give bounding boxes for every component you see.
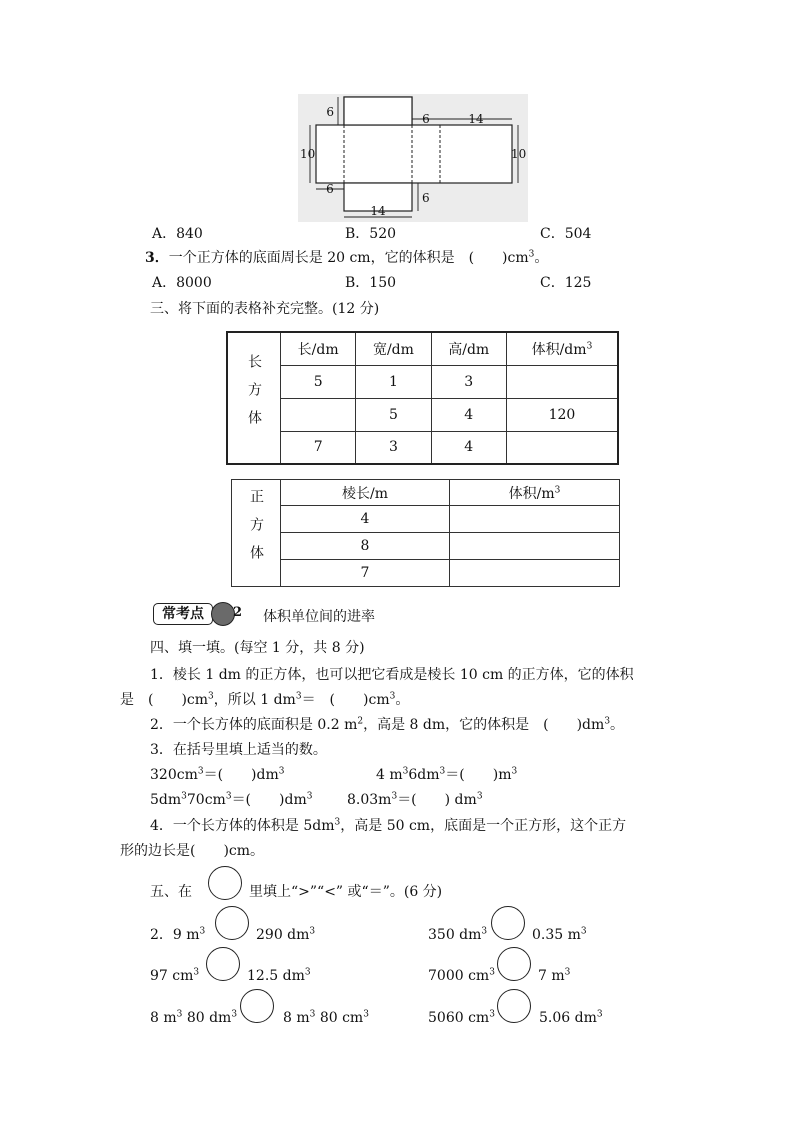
cmp2-left: 350 $dm^3$ bbox=[428, 926, 488, 943]
cmp4-left: 7000 $cm^3$ bbox=[428, 967, 495, 984]
q3-option-b[interactable]: B．150 bbox=[345, 275, 397, 291]
q3-option-c[interactable]: C．125 bbox=[540, 275, 592, 291]
cuboid-side-label: 长方体 bbox=[227, 332, 281, 464]
dim-right-10: 10 bbox=[511, 147, 527, 161]
table-cell[interactable]: 1 bbox=[356, 365, 431, 398]
s4-q2: 2．一个长方体的底面积是 0.2 $m^2$，高是 8 dm，它的体积是 ( )$dm^3$。 bbox=[150, 716, 625, 733]
cmp1-right: 290 $dm^3$ bbox=[256, 926, 316, 943]
dim-bottom-14: 14 bbox=[370, 204, 386, 218]
s4-q1-line1: 1．棱长 1 dm 的正方体，也可以把它看成是棱长 10 cm 的正方体，它的体积 bbox=[150, 667, 634, 683]
table-cell[interactable]: 7 bbox=[281, 431, 356, 464]
cmp1-left: 2．9 $m^3$ bbox=[150, 926, 206, 943]
cube-header-volume: 体积$/m^3$ bbox=[450, 480, 620, 506]
section3-title: 三、将下面的表格补充完整。(12 分) bbox=[150, 301, 380, 317]
cmp5-left: 8 $m^3$ 80 $dm^3$ bbox=[150, 1009, 238, 1026]
table-cell[interactable] bbox=[450, 560, 620, 587]
table-cell[interactable] bbox=[281, 398, 356, 431]
s4-q3-fill-2: 4 $m^36dm^3=$( )$m^3$ bbox=[376, 766, 518, 783]
s4-q3: 3．在括号里填上适当的数。 bbox=[150, 742, 327, 758]
dim-top-6: 6 bbox=[326, 105, 334, 119]
badge-circle-icon bbox=[211, 602, 235, 626]
badge-number: 2 bbox=[233, 605, 243, 620]
cuboid-header-width: 宽/dm bbox=[356, 332, 431, 365]
section5-title-a: 五、在 bbox=[150, 884, 192, 900]
dim-mid-6: 6 bbox=[422, 112, 430, 126]
table-cell[interactable]: 3 bbox=[431, 365, 506, 398]
cmp4-right: 7 $m^3$ bbox=[538, 967, 571, 984]
badge-label: 常考点 bbox=[153, 603, 213, 625]
key-point-title: 体积单位间的进率 bbox=[263, 609, 375, 625]
compare-circle-icon bbox=[208, 866, 242, 900]
cuboid-header-volume: 体积$/dm^3$ bbox=[506, 332, 618, 365]
cmp4-answer-circle[interactable] bbox=[497, 947, 531, 981]
table-cell[interactable] bbox=[450, 533, 620, 560]
cmp1-answer-circle[interactable] bbox=[215, 906, 249, 940]
cmp2-answer-circle[interactable] bbox=[491, 906, 525, 940]
cmp5-right: 8 $m^3$ 80 $cm^3$ bbox=[283, 1009, 369, 1026]
cuboid-table bbox=[226, 331, 619, 465]
cuboid-header-height: 高/dm bbox=[431, 332, 506, 365]
table-cell[interactable]: 4 bbox=[431, 398, 506, 431]
cmp2-right: 0.35 $m^3$ bbox=[532, 926, 587, 943]
q2-option-c[interactable]: C．504 bbox=[540, 226, 592, 242]
cube-table bbox=[231, 479, 620, 587]
cmp3-answer-circle[interactable] bbox=[206, 947, 240, 981]
dim-left-10: 10 bbox=[300, 147, 316, 161]
dim-low-6: 6 bbox=[326, 182, 334, 196]
table-cell[interactable]: 4 bbox=[281, 506, 450, 533]
cmp3-right: 12.5 $dm^3$ bbox=[247, 967, 311, 984]
s4-q3-fill-1: $320cm^3=$( )$dm^3$ bbox=[150, 766, 285, 783]
cmp6-answer-circle[interactable] bbox=[497, 989, 531, 1023]
s4-q4-line2: 形的边长是( )cm。 bbox=[120, 843, 265, 859]
table-cell[interactable]: 4 bbox=[431, 431, 506, 464]
q2-option-a[interactable]: A．840 bbox=[152, 226, 203, 242]
dim-bottom-6: 6 bbox=[422, 191, 430, 205]
cmp3-left: 97 $cm^3$ bbox=[150, 967, 200, 984]
key-point-badge bbox=[153, 602, 243, 626]
dim-top-14: 14 bbox=[468, 112, 484, 126]
cuboid-header-length: 长/dm bbox=[281, 332, 356, 365]
s4-q3-fill-3: $5dm^370cm^3=$( )$dm^3$ bbox=[150, 791, 313, 808]
section4-title: 四、填一填。(每空 1 分，共 8 分) bbox=[150, 640, 365, 656]
cmp6-left: 5060 $cm^3$ bbox=[428, 1009, 495, 1026]
table-cell[interactable] bbox=[450, 506, 620, 533]
s4-q1-line2: 是 ( )$cm^3$，所以 1 $dm^3=$ ( )$cm^3$。 bbox=[120, 691, 410, 708]
q3-option-a[interactable]: A．8000 bbox=[152, 275, 212, 291]
table-cell[interactable]: 3 bbox=[356, 431, 431, 464]
cube-header-edge: 棱长/m bbox=[281, 480, 450, 506]
q2-option-b[interactable]: B．520 bbox=[345, 226, 397, 242]
table-cell[interactable]: 8 bbox=[281, 533, 450, 560]
cmp5-answer-circle[interactable] bbox=[240, 989, 274, 1023]
q3-question: 3．一个正方体的底面周长是 20 cm，它的体积是 ( )$cm^3$。 bbox=[145, 249, 549, 266]
cube-side-label: 正方体 bbox=[232, 480, 281, 587]
cmp6-right: 5.06 $dm^3$ bbox=[539, 1009, 603, 1026]
table-cell[interactable]: 5 bbox=[356, 398, 431, 431]
s4-q3-fill-4: $8.03m^3=$( ) $dm^3$ bbox=[347, 791, 483, 808]
cuboid-net-figure bbox=[298, 94, 528, 222]
table-cell[interactable]: 120 bbox=[506, 398, 618, 431]
table-cell[interactable]: 5 bbox=[281, 365, 356, 398]
table-cell[interactable] bbox=[506, 431, 618, 464]
s4-q4-line1: 4．一个长方体的体积是 $5dm^3$，高是 50 cm，底面是一个正方形，这个正方 bbox=[150, 817, 627, 834]
table-cell[interactable]: 7 bbox=[281, 560, 450, 587]
section5-title-b: 里填上“>”“<” 或“＝”。(6 分) bbox=[249, 884, 443, 900]
table-cell[interactable] bbox=[506, 365, 618, 398]
